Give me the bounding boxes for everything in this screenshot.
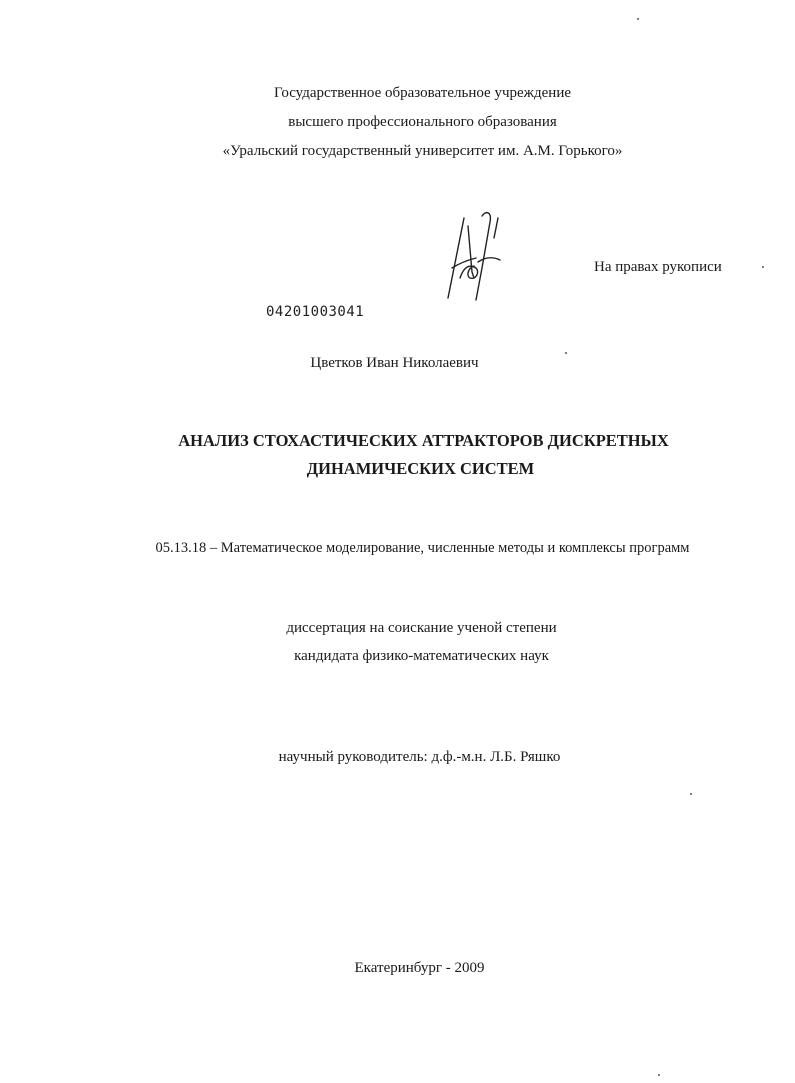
scan-speck: [762, 266, 764, 268]
specialty-code: 05.13.18 – Математическое моделирование, численные методы и комплексы программ: [155, 540, 690, 556]
institution-line-1: Государственное образовательное учреждение: [273, 85, 572, 101]
scientific-advisor: научный руководитель: д.ф.-м.н. Л.Б. Ряшко: [278, 749, 561, 765]
dissertation-title-line-1: АНАЛИЗ СТОХАСТИЧЕСКИХ АТТРАКТОРОВ ДИСКРЕТНЫХ: [178, 431, 669, 450]
scan-speck: [637, 18, 639, 20]
scan-speck: [658, 1074, 660, 1076]
institution-line-3: «Уральский государственный университет им. А.М. Горького»: [222, 143, 623, 159]
scan-speck: [565, 352, 567, 354]
degree-line-1: диссертация на соискание ученой степени: [286, 620, 557, 636]
handwritten-signature: [438, 208, 518, 304]
city-year: Екатеринбург - 2009: [354, 960, 485, 976]
scan-speck: [690, 793, 692, 795]
library-stamp-number: 04201003041: [266, 304, 365, 320]
manuscript-rights-note: На правах рукописи: [594, 259, 722, 275]
dissertation-title-line-2: ДИНАМИЧЕСКИХ СИСТЕМ: [306, 459, 535, 478]
author-name: Цветков Иван Николаевич: [310, 355, 479, 371]
degree-line-2: кандидата физико-математических наук: [294, 648, 549, 664]
institution-line-2: высшего профессионального образования: [288, 114, 557, 130]
